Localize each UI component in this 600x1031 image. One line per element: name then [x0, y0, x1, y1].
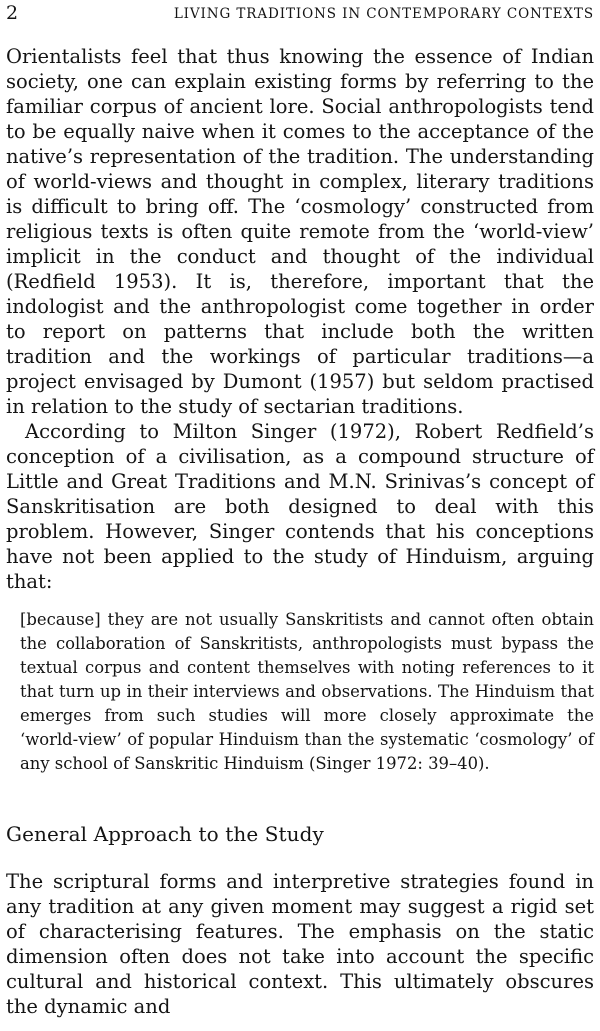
page-number: 2 [6, 2, 19, 24]
block-quote: [because] they are not usually Sanskritists and cannot often obtain the collaboration of Sanskritists, anthropologists must bypass the textual corpus and content themselves with noting references to it that turn up in their interviews and observations. The Hinduism that emerges from such studies will more closely approximate the ‘world-view’ of popular Hinduism than the systematic ‘cosmology’ of any school of Sanskritic Hinduism (Singer 1972: 39–40). [20, 610, 594, 773]
running-head [6, 0, 594, 30]
section-heading: General Approach to the Study [6, 822, 324, 846]
body-paragraph-3: The scriptural forms and interpretive strategies found in any tradition at any given moment may suggest a rigid set of characterising features. The emphasis on the static dimension often does not take into account the specific cultural and historical context. This ultimately obscures the dynamic and [6, 870, 594, 1018]
body-paragraph-1: Orientalists feel that thus knowing the essence of Indian society, one can explain existing forms by referring to the familiar corpus of ancient lore. Social anthropologists tend to be equally naive when it comes to the acceptance of the native’s representation of the tradition. The understanding of world-views and thought in complex, literary traditions is difficult to bring off. The ‘cosmology’ constructed from religious texts is often quite remote from the ‘world-view’ implicit in the conduct and thought of the individual (Redfield 1953). It is, therefore, important that the indologist and the anthropologist come together in order to report on patterns that include both the written tradition and the workings of particular traditions—a project envisaged by Dumont (1957) but seldom practised in relation to the study of sectarian traditions. [6, 45, 594, 418]
book-page [6, 0, 594, 1019]
body-paragraph-2: According to Milton Singer (1972), Robert Redfield’s conception of a civilisation, as a compound structure of Little and Great Traditions and M.N. Srinivas’s concept of Sanskritisation are both designed to deal with this problem. However, Singer contends that his conceptions have not been applied to the study of Hinduism, arguing that: [6, 420, 594, 593]
running-title: LIVING TRADITIONS IN CONTEMPORARY CONTEXTS [173, 6, 594, 22]
